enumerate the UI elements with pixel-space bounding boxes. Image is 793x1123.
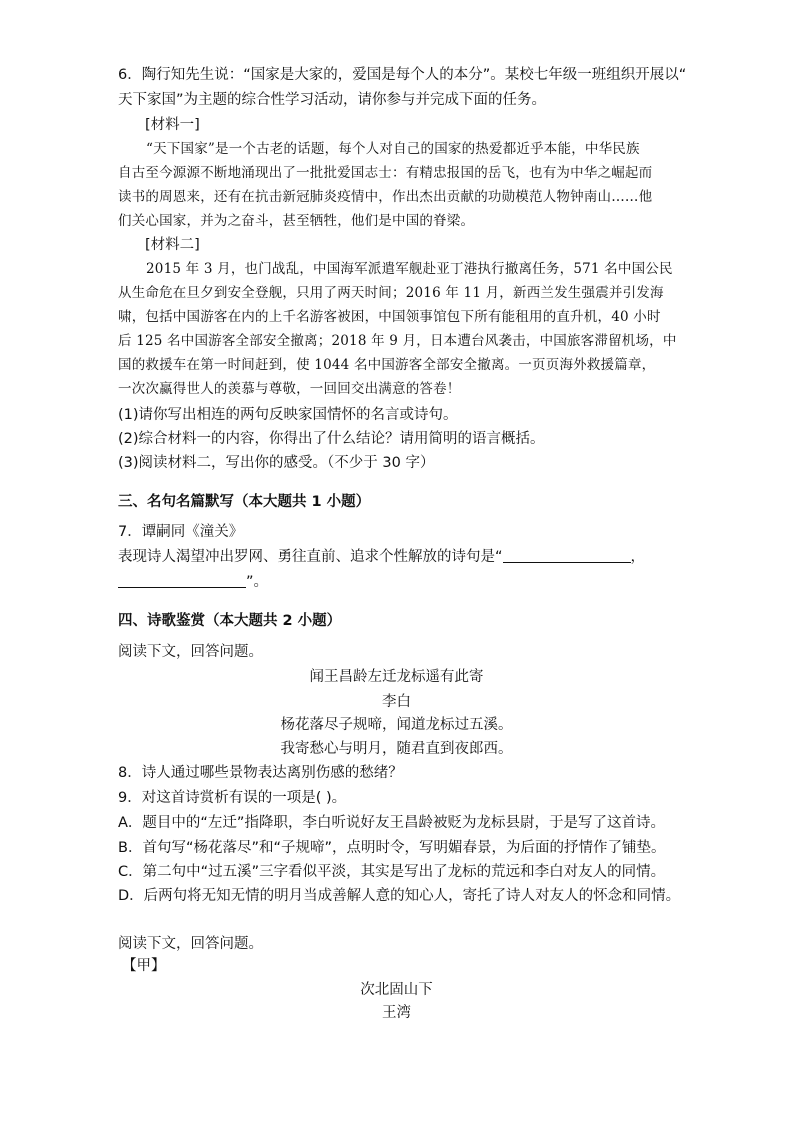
answer-blank[interactable] (503, 548, 631, 563)
section4-heading: 四、诗歌鉴赏（本大题共 2 小题） (118, 613, 342, 629)
q7-close-quote: ”。 (246, 574, 269, 590)
q8-question: 8．诗人通过哪些景物表达离别伤感的愁绪？ (118, 765, 403, 781)
poem-line: 杨花落尽子规啼，闻道龙标过五溪。 (280, 717, 513, 733)
poem-title: 闻王昌龄左迁龙标遥有此寄 (309, 669, 484, 685)
section3-heading: 三、名句名篇默写（本大题共 1 小题） (118, 494, 371, 510)
material2-heading: [材料二] (145, 237, 200, 253)
material2-line: 啸，包括中国游客在内的上千名游客被困，中国领事馆包下所有能租用的直升机，40 小时 (118, 309, 661, 325)
material2-line: 一次次赢得世人的羡慕与尊敬，一回回交出满意的答卷！ (118, 381, 461, 397)
q6-subquestion-2: (2)综合材料一的内容，你得出了什么结论？请用简明的语言概括。 (118, 431, 545, 447)
material1-line: “天下国家”是一个古老的话题，每个人对自己的国家的热爱都近乎本能，中华民族 (146, 141, 640, 157)
material1-line: 们关心国家，并为之奋斗，甚至牺牲，他们是中国的脊梁。 (118, 213, 475, 229)
material1-line: 读书的周恩来，还有在抗击新冠肺炎疫情中，作出杰出贡献的功勋模范人物钟南山……他 (118, 189, 653, 205)
q6-subquestion-1: (1)请你写出相连的两句反映家国情怀的名言或诗句。 (118, 407, 458, 423)
q9-option-b: B．首句写“杨花落尽”和“子规啼”，点明时令，写明媚春景，为后面的抒情作了铺垫。 (118, 840, 666, 856)
q7-prompt-line1 (118, 546, 645, 568)
material2-line: 国的救援车在第一时间赶到，使 1044 名中国游客全部安全撤离。一页页海外救援篇章， (118, 357, 656, 373)
q7-title: 7．谭嗣同《潼关》 (118, 524, 244, 540)
q7-prompt-text: 表现诗人渴望冲出罗网、勇往直前、追求个性解放的诗句是“ (118, 549, 503, 565)
material2-line: 从生命危在旦夕到安全登舰，只用了两天时间；2016 年 11 月，新西兰发生强震并引发海 (118, 285, 664, 301)
answer-blank[interactable] (118, 573, 246, 588)
jia-label: 【甲】 (122, 958, 166, 974)
q9-question: 9．对这首诗赏析有误的一项是( )。 (118, 790, 347, 806)
poem-author: 李白 (382, 694, 411, 710)
q6-subquestion-3: (3)阅读材料二，写出你的感受。（不少于 30 字） (118, 455, 435, 471)
q9-option-c: C．第二句中“过五溪”三字看似平淡，其实是写出了龙标的荒远和李白对友人的同情。 (118, 864, 666, 880)
material1-heading: [材料一] (145, 117, 200, 133)
q7-prompt-line2 (118, 571, 268, 593)
material1-line: 自古至今源源不断地涌现出了一批批爱国志士：有精忠报国的岳飞，也有为中华之崛起而 (118, 165, 653, 181)
poem-line: 我寄愁心与明月，随君直到夜郎西。 (280, 741, 513, 757)
q7-comma: ， (630, 549, 646, 565)
q9-option-a: A．题目中的“左迁”指降职，李白听说好友王昌龄被贬为龙标县尉，于是写了这首诗。 (118, 815, 665, 831)
q9-option-d: D．后两句将无知无情的明月当成善解人意的知心人，寄托了诗人对友人的怀念和同情。 (118, 888, 681, 904)
poem2-author: 王湾 (382, 1005, 411, 1021)
reading-intro-2: 阅读下文，回答问题。 (118, 936, 263, 952)
q6-stem-line2: 天下家国”为主题的综合性学习活动，请你参与并完成下面的任务。 (118, 92, 547, 108)
poem2-title: 次北固山下 (360, 982, 433, 998)
q6-stem-line1: 6．陶行知先生说：“国家是大家的，爱国是每个人的本分”。某校七年级一班组织开展以“ (118, 67, 687, 83)
material2-line: 后 125 名中国游客全部安全撤离；2018 年 9 月，日本遭台风袭击，中国旅客滞留机场，中 (118, 333, 677, 349)
reading-intro: 阅读下文，回答问题。 (118, 644, 263, 660)
material2-line: 2015 年 3 月，也门战乱，中国海军派遣军舰赴亚丁港执行撤离任务，571 名中国公民 (146, 261, 673, 277)
